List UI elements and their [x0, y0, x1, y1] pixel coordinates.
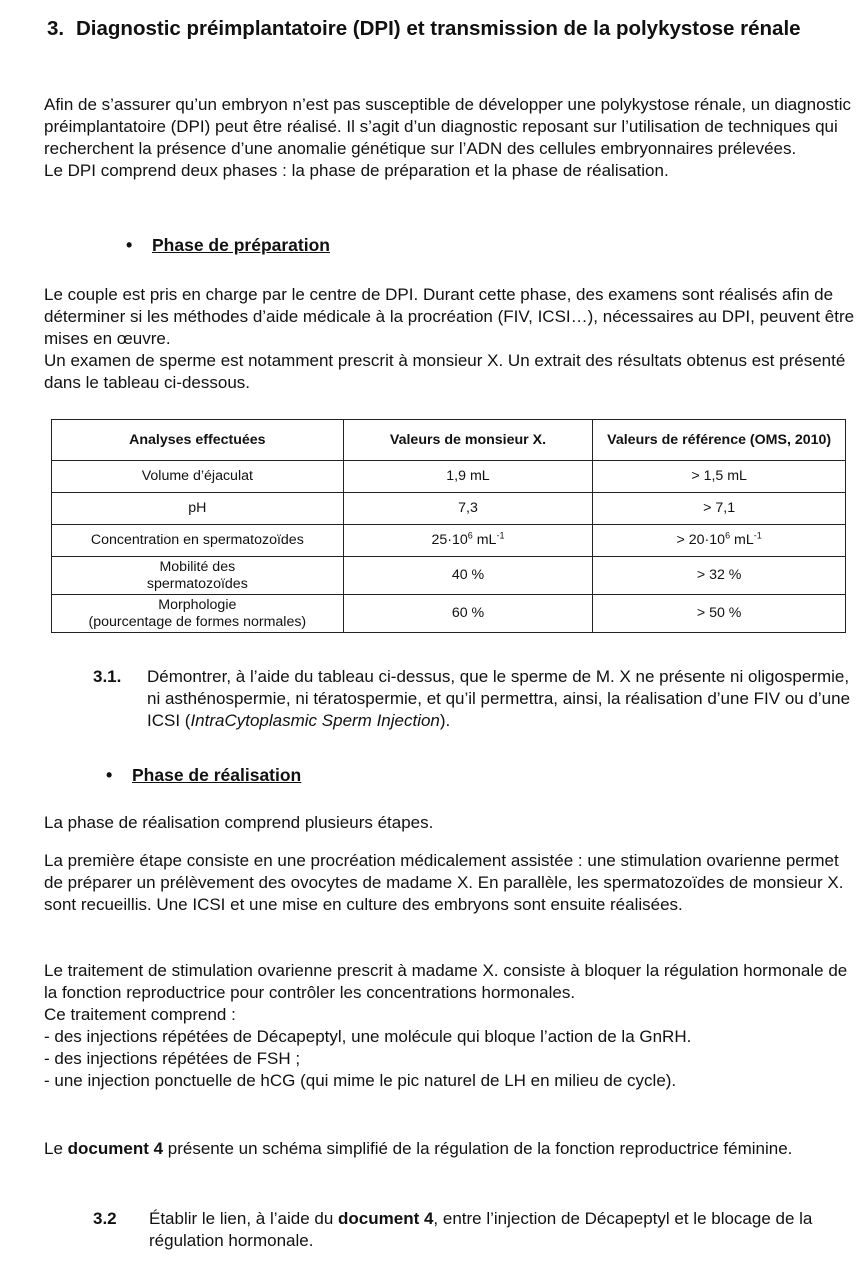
header-reference: Valeurs de référence (OMS, 2010) — [593, 420, 846, 461]
phase-realisation-heading — [106, 764, 302, 786]
phase-realisation-title: Phase de réalisation — [132, 765, 302, 785]
realisation-paragraph-2: La première étape consiste en une procréation médicalement assistée : une stimulation ovarienne permet de préparer un prélèvement des ovocytes de madame X. En parallèle, les spermatozoïdes de monsieur X. sont recueillis. Une ICSI et une mise en culture des embryons sont ensuite réalisées. — [44, 851, 844, 914]
bullet-icon: • — [106, 765, 113, 785]
cell-reference: > $20\cdot 10^6$ $mL^{-1}$ — [593, 525, 846, 557]
cell-value: $25\cdot 10^6$ $mL^{-1}$ — [343, 525, 593, 557]
table-row — [52, 493, 846, 525]
section-title: Diagnostic préimplantatoire (DPI) et transmission de la polykystose rénale — [76, 17, 801, 40]
cell-analysis: Morphologie (pourcentage de formes normales) — [52, 595, 344, 633]
realisation-intro — [44, 812, 856, 834]
cell-analysis: Mobilité des spermatozoïdes — [52, 557, 344, 595]
header-values: Valeurs de monsieur X. — [343, 420, 593, 461]
cell-analysis: Volume d’éjaculat — [52, 461, 344, 493]
table-row — [52, 461, 846, 493]
table-header-row — [52, 420, 846, 461]
cell-value: 1,9 mL — [343, 461, 593, 493]
phase-preparation-heading — [126, 234, 330, 256]
treatment-item: - des injections répétées de FSH ; — [44, 1049, 301, 1068]
question-3-2 — [93, 1208, 851, 1252]
question-text: Démontrer, à l’aide du tableau ci-dessus, que le sperme de M. X ne présente ni oligospermie, ni asthénospermie, ni tératospermie, et qu’il permettra, ainsi, la réalisation d’une FIV ou d’une ICSI (IntraCytoplasmic Sperm Injection). — [147, 667, 851, 730]
document-4-block — [44, 1138, 856, 1160]
bullet-icon: • — [126, 235, 133, 255]
cell-reference: > 50 % — [593, 595, 846, 633]
section-number: 3. — [47, 17, 65, 40]
cell-reference: > 7,1 — [593, 493, 846, 525]
treatment-item: - une injection ponctuelle de hCG (qui mime le pic naturel de LH en milieu de cycle). — [44, 1071, 677, 1090]
table-row — [52, 557, 846, 595]
table-row — [52, 595, 846, 633]
question-text: Établir le lien, à l’aide du document 4, entre l’injection de Décapeptyl et le blocage de la régulation hormonale. — [149, 1209, 813, 1250]
preparation-block — [44, 284, 856, 394]
stimulation-block — [44, 960, 856, 1092]
table-row — [52, 525, 846, 557]
realisation-paragraph-3: Le traitement de stimulation ovarienne prescrit à madame X. consiste à bloquer la régulation hormonale de la fonction reproductrice pour contrôler les concentrations hormonales. — [44, 961, 848, 1002]
realisation-paragraph-1: La phase de réalisation comprend plusieurs étapes. — [44, 813, 434, 832]
question-number: 3.2 — [93, 1209, 117, 1228]
document-4-paragraph: Le document 4 présente un schéma simplifié de la régulation de la fonction reproductrice féminine. — [44, 1139, 793, 1158]
treatment-item: - des injections répétées de Décapeptyl, une molécule qui bloque l’action de la GnRH. — [44, 1027, 692, 1046]
header-analyses: Analyses effectuées — [52, 420, 344, 461]
results-table — [51, 419, 846, 633]
cell-value: 7,3 — [343, 493, 593, 525]
section-heading — [47, 14, 852, 44]
cell-reference: > 32 % — [593, 557, 846, 595]
cell-value: 60 % — [343, 595, 593, 633]
cell-analysis: Concentration en spermatozoïdes — [52, 525, 344, 557]
treatment-intro: Ce traitement comprend : — [44, 1005, 236, 1024]
preparation-paragraph-1: Le couple est pris en charge par le centre de DPI. Durant cette phase, des examens sont réalisés afin de déterminer si les méthodes d’aide médicale à la procréation (FIV, ICSI…), nécessaires au DPI, peuvent être mises en œuvre. — [44, 285, 855, 348]
question-number: 3.1. — [93, 667, 122, 686]
intro-paragraph-1: Afin de s’assurer qu’un embryon n’est pas susceptible de développer une polykystose rénale, un diagnostic préimplantatoire (DPI) peut être réalisé. Il s’agit d’un diagnostic reposant sur l’utilisation de techniques qui recherchent la présence d’une anomalie génétique sur l’ADN des cellules embryonnaires prélevées. — [44, 95, 852, 158]
phase-preparation-title: Phase de préparation — [152, 235, 330, 255]
intro-paragraph-2: Le DPI comprend deux phases : la phase de préparation et la phase de réalisation. — [44, 161, 669, 180]
cell-analysis: pH — [52, 493, 344, 525]
intro-block — [44, 94, 856, 182]
cell-reference: > 1,5 mL — [593, 461, 846, 493]
question-3-1 — [93, 666, 851, 732]
preparation-paragraph-2: Un examen de sperme est notamment prescrit à monsieur X. Un extrait des résultats obtenus est présenté dans le tableau ci-dessous. — [44, 351, 846, 392]
realisation-step-1 — [44, 850, 856, 916]
cell-value: 40 % — [343, 557, 593, 595]
